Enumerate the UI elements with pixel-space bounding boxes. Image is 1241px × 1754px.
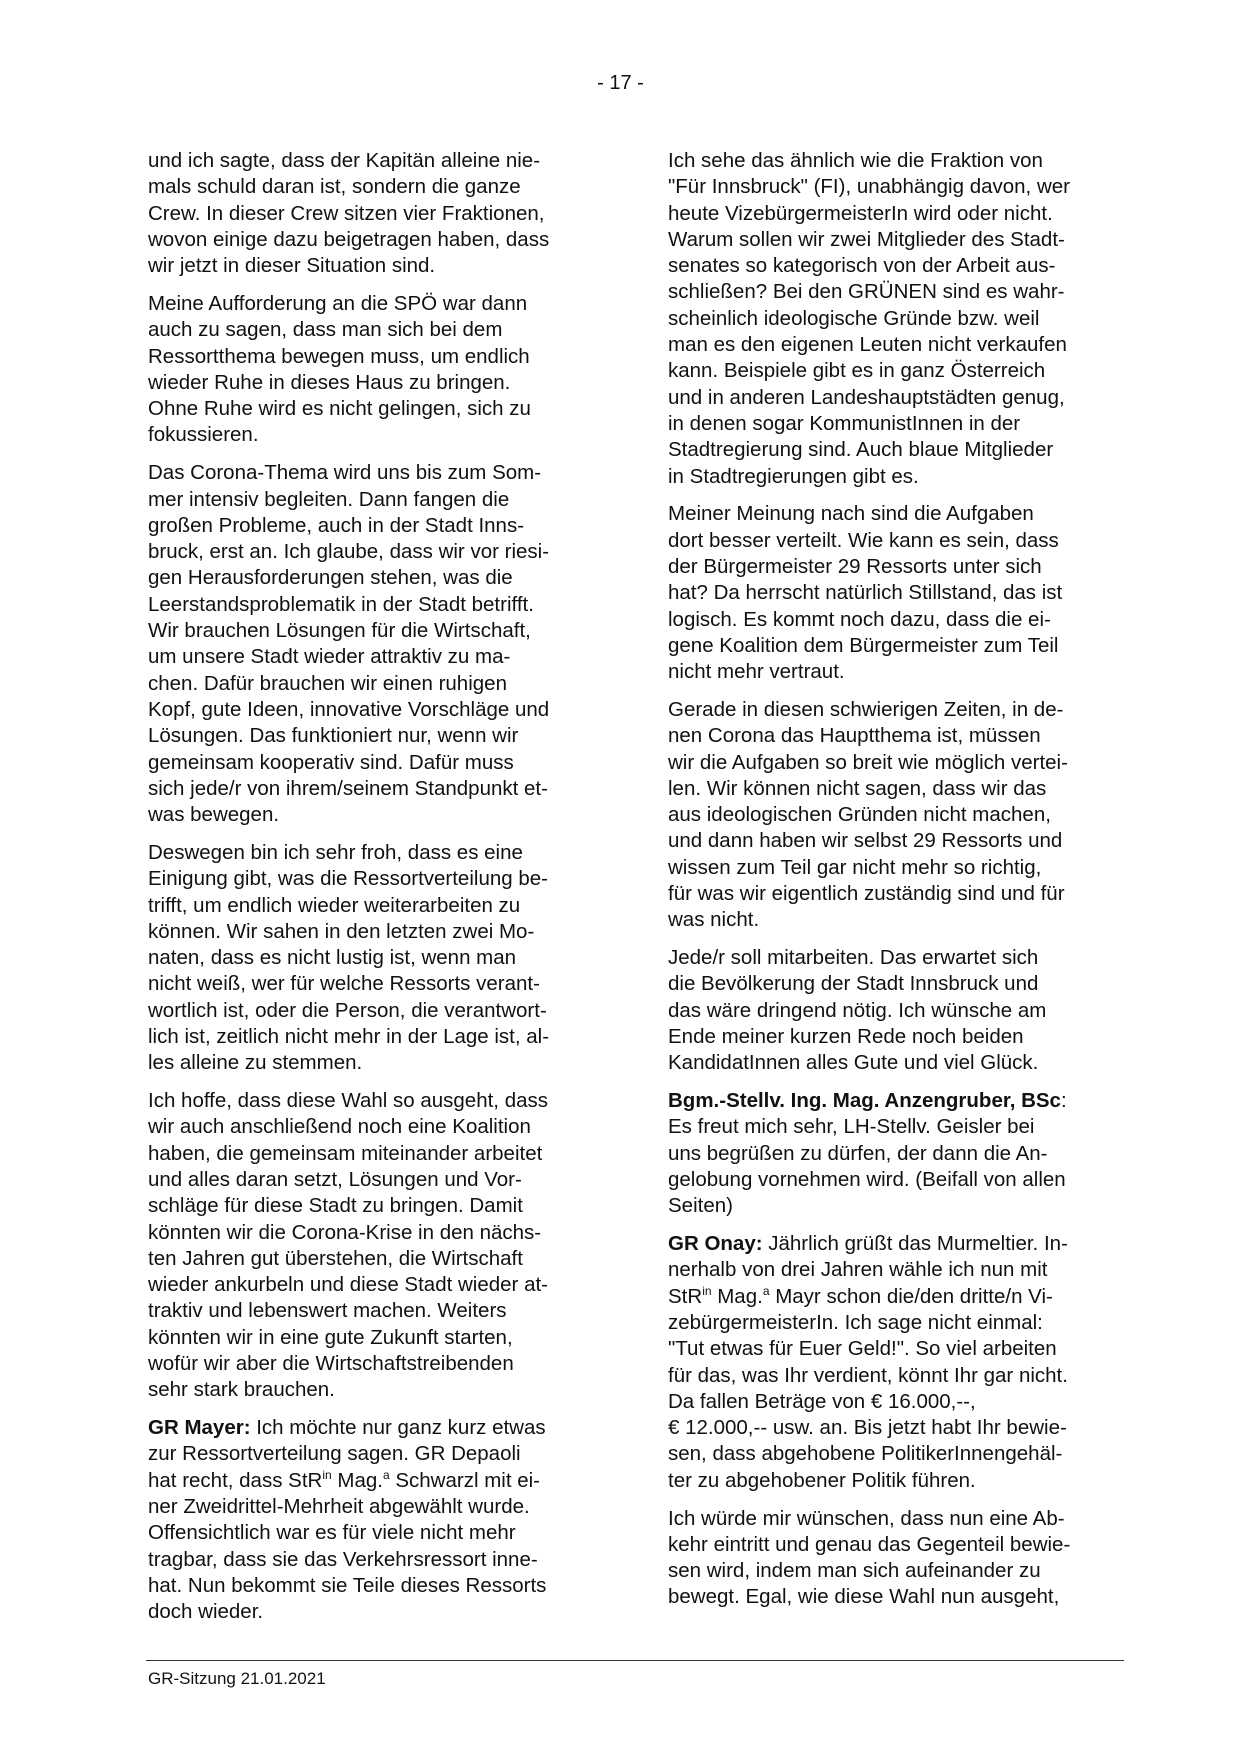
speech-text: : Es freut mich sehr, LH-Stellv. Geisler bei uns begrüßen zu dürfen, der dann die An- gelobung vornehmen wird. (Beifall von allen Seiten) — [668, 1089, 1067, 1218]
speech-paragraph — [668, 1088, 1110, 1219]
speech-paragraph — [148, 1415, 590, 1625]
left-column — [148, 148, 590, 1637]
paragraph: Meine Aufforderung an die SPÖ war dann auch zu sagen, dass man sich bei dem Ressortthema bewegen muss, um endlich wieder Ruhe in dieses Haus zu bringen. Ohne Ruhe wird es nicht gelingen, sich zu fokussieren. — [148, 291, 531, 447]
speech-text: Mag. — [711, 1284, 763, 1308]
footer-session-date: GR-Sitzung 21.01.2021 — [148, 1669, 326, 1688]
paragraph: Gerade in diesen schwierigen Zeiten, in de- nen Corona das Hauptthema ist, müssen wir die Aufgaben so breit wie möglich vertei- len. Wir können nicht sagen, dass wir das aus ideologischen Gründen nicht machen, und dann haben wir selbst 29 Ressorts und wissen zum Teil gar nicht mehr so richtig, für was wir eigentlich zuständig sind und für was nicht. — [668, 697, 1068, 932]
speaker-name: Bgm.-Stellv. Ing. Mag. Anzengruber, BSc — [668, 1089, 1061, 1113]
superscript: in — [702, 1283, 712, 1298]
paragraph: Ich hoffe, dass diese Wahl so ausgeht, dass wir auch anschließend noch eine Koalition haben, die gemeinsam miteinander arbeitet und alles daran setzt, Lösungen und Vor- schläge für diese Stadt zu bringen. Damit könnten wir die Corona-Krise in den nächs- ten Jahren gut überstehen, die Wirtschaft wieder ankurbeln und diese Stadt wieder at- traktiv und lebenswert machen. Weiters könnten wir in eine gute Zukunft starten, wofür wir aber die Wirtschaftstreibenden sehr stark brauchen. — [148, 1089, 548, 1402]
speech-text: Mayr schon die/den dritte/n Vi- zebürgermeisterIn. Ich sage nicht einmal: "Tut etwas für Euer Geld!". So viel arbeiten für das, was Ihr verdient, könnt Ihr gar nicht. Da fallen Beträge von € 16.000,--, € 12.000,-- usw. an. Bis jetzt habt Ihr bewie- sen, dass abgehobene PolitikerInnengehäl- ter zu abgehobener Politik führen. — [668, 1284, 1068, 1492]
speech-text: Jährlich grüßt das Murmeltier. In- nerhalb von drei Jahren wähle ich nun mit StR — [668, 1232, 1068, 1308]
superscript: a — [762, 1283, 770, 1298]
speech-text: Ich möchte nur ganz kurz etwas zur Ressortverteilung sagen. GR Depaoli hat recht, dass StR — [148, 1416, 546, 1492]
superscript: a — [382, 1467, 390, 1482]
speech-text: Schwarzl mit ei- ner Zweidrittel-Mehrheit abgewählt wurde. Offensichtlich war es für viele nicht mehr tragbar, dass sie das Verkehrsressort inne- hat. Nun bekommt sie Teile dieses Ressorts doch wieder. — [148, 1468, 547, 1624]
paragraph: Meiner Meinung nach sind die Aufgaben dort besser verteilt. Wie kann es sein, dass der Bürgermeister 29 Ressorts unter sich hat? Da herrscht natürlich Stillstand, das ist logisch. Es kommt noch dazu, dass die ei- gene Koalition dem Bürgermeister zum Teil nicht mehr vertraut. — [668, 502, 1063, 684]
paragraph: Jede/r soll mitarbeiten. Das erwartet sich die Bevölkerung der Stadt Innsbruck und das wäre dringend nötig. Ich wünsche am Ende meiner kurzen Rede noch beiden KandidatInnen alles Gute und viel Glück. — [668, 946, 1047, 1075]
speech-paragraph — [668, 1231, 1110, 1494]
superscript: in — [322, 1467, 332, 1482]
speech-text: Mag. — [331, 1468, 383, 1492]
paragraph: Deswegen bin ich sehr froh, dass es eine Einigung gibt, was die Ressortverteilung be- trifft, um endlich wieder weiterarbeiten zu können. Wir sahen in den letzten zwei Mo- naten, dass es nicht lustig ist, wenn man nicht weiß, wer für welche Ressorts verant- wortlich ist, oder die Person, die verantwort- lich ist, zeitlich nicht mehr in der Lage ist, al- les alleine zu stemmen. — [148, 840, 550, 1075]
right-column — [668, 148, 1110, 1622]
footer-divider — [146, 1660, 1124, 1661]
paragraph: Das Corona-Thema wird uns bis zum Som- mer intensiv begleiten. Dann fangen die großen Probleme, auch in der Stadt Inns- bruck, erst an. Ich glaube, dass wir vor riesi- gen Herausforderungen stehen, was die Leerstandsproblematik in der Stadt betrifft. Wir brauchen Lösungen für die Wirtschaft, um unsere Stadt wieder attraktiv zu ma- chen. Dafür brauchen wir einen ruhigen Kopf, gute Ideen, innovative Vorschläge und Lösungen. Das funktioniert nur, wenn wir gemeinsam kooperativ sind. Dafür muss sich jede/r von ihrem/seinem Standpunkt et- was bewegen. — [148, 461, 550, 827]
speaker-name: GR Onay: — [668, 1232, 763, 1256]
paragraph: Ich würde mir wünschen, dass nun eine Ab- kehr eintritt und genau das Gegenteil bewie- sen wird, indem man sich aufeinander zu bewegt. Egal, wie diese Wahl nun ausgeht, — [668, 1506, 1071, 1609]
page-number: - 17 - — [597, 72, 644, 94]
speaker-name: GR Mayer: — [148, 1416, 251, 1440]
paragraph: und ich sagte, dass der Kapitän alleine nie- mals schuld daran ist, sondern die ganze Crew. In dieser Crew sitzen vier Fraktionen, wovon einige dazu beigetragen haben, dass wir jetzt in dieser Situation sind. — [148, 149, 550, 278]
paragraph: Ich sehe das ähnlich wie die Fraktion von "Für Innsbruck" (FI), unabhängig davon, wer heute VizebürgermeisterIn wird oder nicht. Warum sollen wir zwei Mitglieder des Stadt- senates so kategorisch von der Arbeit aus- schließen? Bei den GRÜNEN sind es wahr- scheinlich ideologische Gründe bzw. weil man es den eigenen Leuten nicht verkaufen kann. Beispiele gibt es in ganz Österreich und in anderen Landeshauptstädten genug, in denen sogar KommunistInnen in der Stadtregierung sind. Auch blaue Mitglieder in Stadtregierungen gibt es. — [668, 149, 1070, 488]
